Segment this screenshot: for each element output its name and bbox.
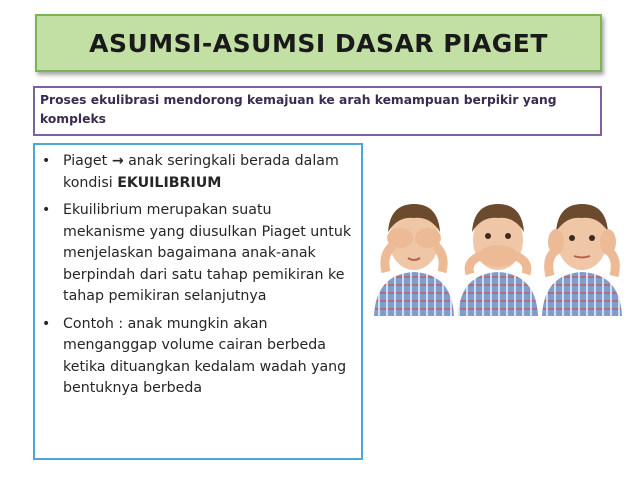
bullet-item-3 [39,314,357,400]
title-banner [35,14,602,72]
bullet-item-1 [39,151,357,194]
arrow-right-icon: → [111,153,124,169]
bullet-1-emphasis: EKUILIBRIUM [117,174,222,191]
slide-title: ASUMSI-ASUMSI DASAR PIAGET [89,28,548,58]
children-hiding-faces-image [370,196,626,316]
bullet-3-text: Contoh : anak mungkin akan menganggap volume cairan berbeda ketika dituangkan kedalam wadah yang bentuknya berbeda [63,315,347,396]
child-covering-eyes [374,204,454,316]
bullet-2-text: Ekuilibrium merupakan suatu mekanisme yang diusulkan Piaget untuk menjelaskan bagaimana anak-anak berpindah dari satu tahap pemikiran ke tahap pemikiran selanjutnya [63,202,352,304]
bullet-box [33,143,363,460]
bullet-1-text: anak seringkali berada dalam kondisi [63,153,339,191]
bullet-1-prefix: Piaget [63,153,108,169]
bullet-dot-icon: • [42,153,51,169]
child-covering-ears [542,204,622,316]
bullet-dot-icon: • [42,202,51,218]
bullet-item-2 [39,200,357,308]
child-covering-mouth [458,204,538,316]
bullet-dot-icon: • [42,315,51,332]
subtitle-text: Proses ekulibrasi mendorong kemajuan ke arah kemampuan berpikir yang kompleks [40,93,557,126]
bullet-list [39,151,357,400]
subtitle-box [33,86,602,136]
